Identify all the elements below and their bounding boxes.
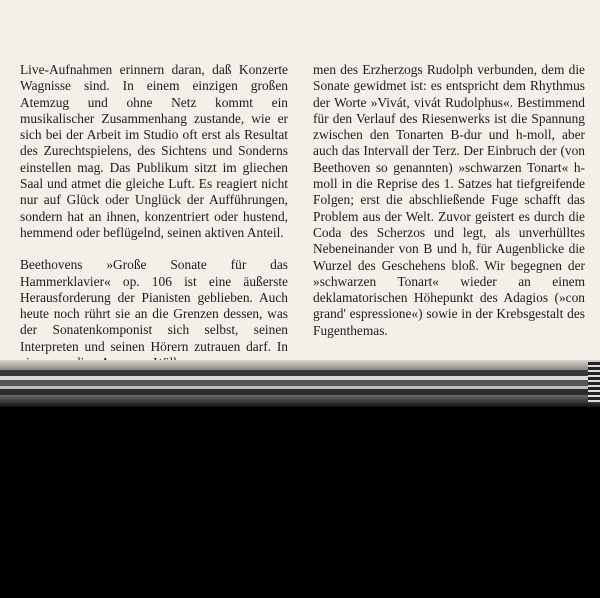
right-text-column — [313, 62, 585, 339]
scan-edge-artifact — [588, 362, 600, 402]
paragraph-tonality: men des Erzherzogs Rudolph verbunden, dem die Sonate gewidmet ist: es entspricht dem Rhythmus der Worte »Vivát, vivát Rudolphus«. Bestimmend für den Verlauf des Riesenwerks ist die Spannung zwischen den Tonarten B-dur und h-moll, aber auch das Intervall der Terz. Der Einbruch der (von Beethoven so genannten) »schwarzen Tonart« h-moll in die Reprise des 1. Satzes hat tiefgreifende Folgen; erst die abschließende Fuge schafft das Problem aus der Welt. Zuvor geistert es durch die Coda des Scherzos und legt, als unverhülltes Nebeneinander von B und h, für Augenblicke die Wurzel des Geschehens bloß. Wir begegnen der »schwarzen Tonart« wieder an einem deklamatorischen Höhepunkt des Adagios (»con grand' espressione«) sowie in der Krebsgestalt des Fugenthemas. — [313, 62, 585, 338]
paragraph-hammerklavier: Beethovens »Große Sonate für das Hammerklavier« op. 106 ist eine äußerste Herausforderung der Pianisten geblieben. Auch heute noch rührt sie an die Grenzen dessen, was der Sonatenkomponist sich selbst, seinen Interpreten und seinen Hörern zutrauen darf. In — [20, 257, 288, 354]
scan-tear-band — [0, 360, 600, 370]
paragraph-live-recordings: Live-Aufnahmen erinnern daran, daß Konzerte Wagnisse sind. In einem einzigen großen Atemzug und ohne Netz kommt ein musikalischer Zusammenhang zustande, wie er sich bei der Arbeit im Studio oft erst als Resultat des Zurechtspielens, des Sichtens und Sonderns einstellen mag. Das Publikum sitzt im gliechen Saal und atmet die gleiche Luft. Es reagiert nicht nur auf Glück oder Unglück der Aufführungen, sondern hat an ihnen, konzentriert oder hustend, hemmend oder beflügelnd, seinen aktiven Anteil. — [20, 62, 288, 240]
scan-tear-band — [0, 395, 600, 407]
left-text-column — [20, 62, 288, 371]
